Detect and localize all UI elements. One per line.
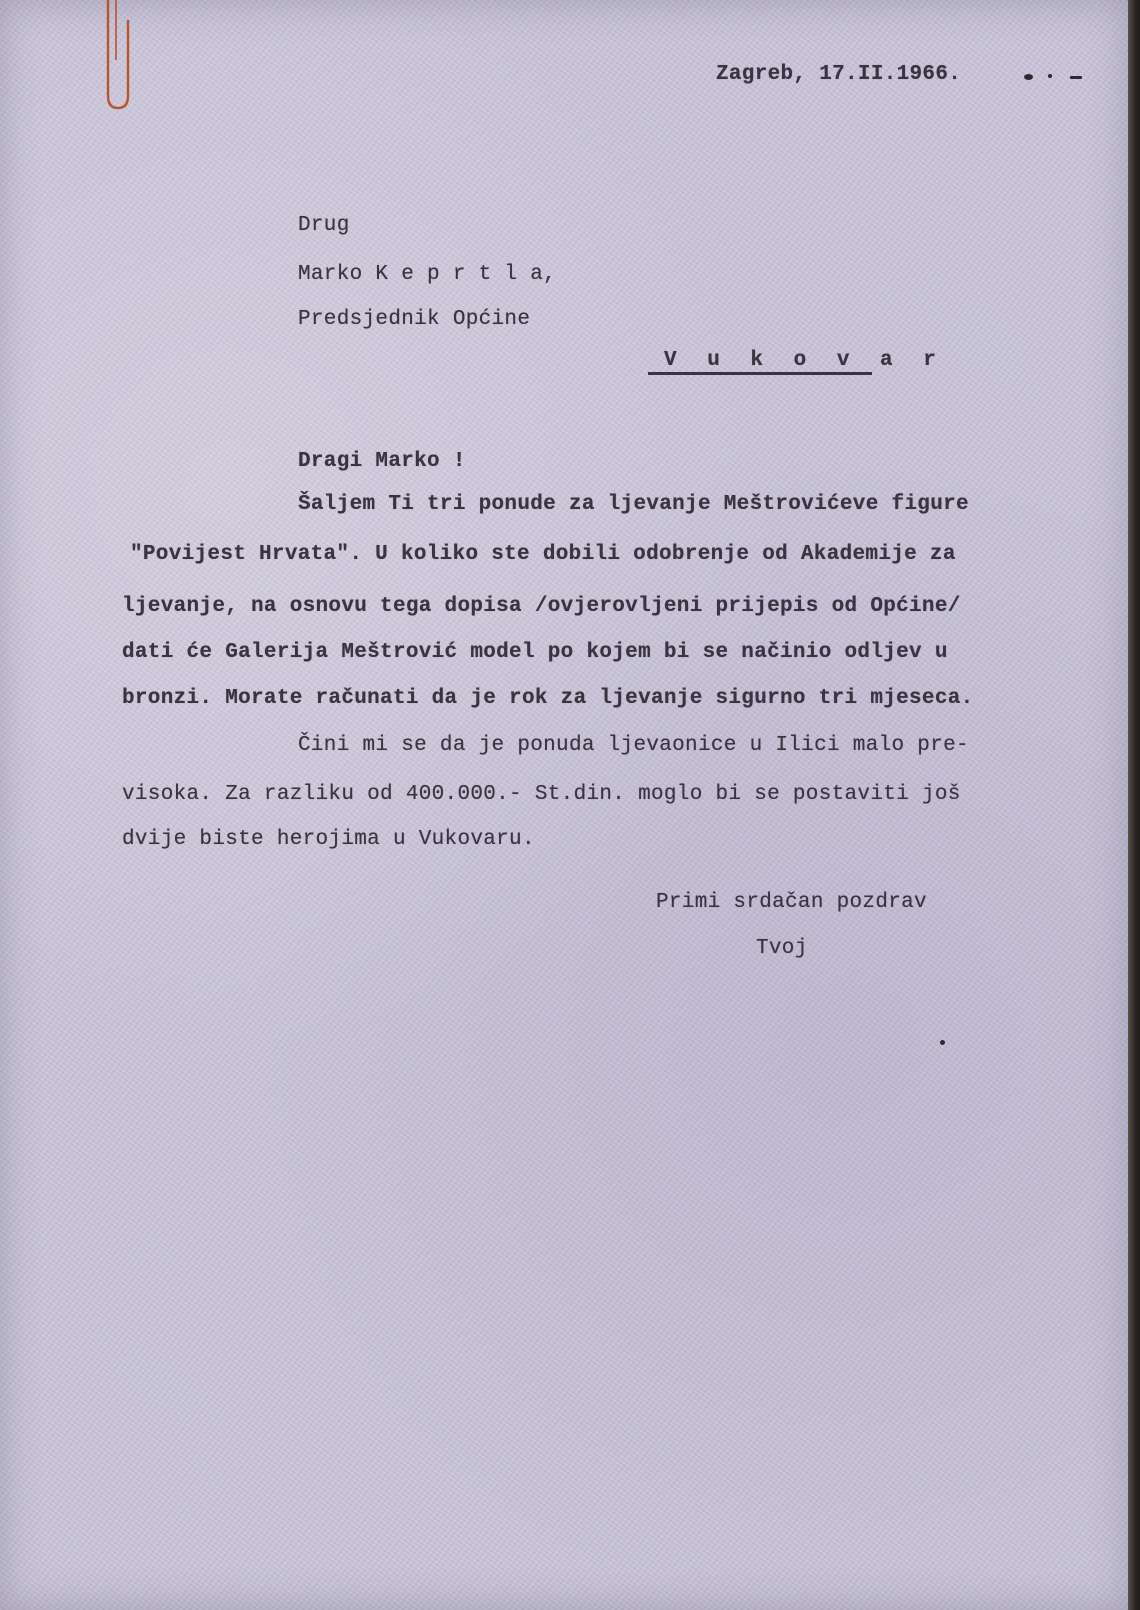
letter-date: Zagreb, 17.II.1966.	[716, 63, 962, 86]
scan-edge	[1128, 0, 1140, 1610]
body-line: ljevanje, na osnovu tega dopisa /ovjerovljeni prijepis od Općine/	[122, 595, 961, 618]
city-underline	[648, 372, 872, 375]
recipient-position: Predsjednik Općine	[298, 308, 531, 331]
body-line: dvije biste herojima u Vukovaru.	[122, 828, 535, 851]
ink-mark-icon	[1070, 76, 1082, 79]
ink-speck-icon	[940, 1040, 945, 1045]
body-line: "Povijest Hrvata". U koliko ste dobili odobrenje od Akademije za	[130, 543, 956, 566]
body-line: visoka. Za razliku od 400.000.- St.din. moglo bi se postaviti još	[122, 783, 961, 806]
paper-clip-icon	[104, 0, 130, 112]
body-line: Šaljem Ti tri ponude za ljevanje Meštrovićeve figure	[298, 493, 969, 516]
recipient-name: Marko K e p r t l a,	[298, 263, 557, 286]
salutation-title: Drug	[298, 214, 350, 237]
signoff: Tvoj	[756, 937, 808, 960]
greeting: Dragi Marko !	[298, 450, 466, 473]
body-line: dati će Galerija Meštrović model po kojem bi se načinio odljev u	[122, 641, 948, 664]
body-line: bronzi. Morate računati da je rok za ljevanje sigurno tri mjeseca.	[122, 687, 974, 710]
recipient-city: V u k o v a r	[664, 349, 945, 372]
ink-mark-icon	[1048, 74, 1052, 78]
body-line: Čini mi se da je ponuda ljevaonice u Ilici malo pre-	[298, 734, 969, 757]
closing-line: Primi srdačan pozdrav	[656, 891, 927, 914]
ink-mark-icon	[1024, 74, 1033, 80]
